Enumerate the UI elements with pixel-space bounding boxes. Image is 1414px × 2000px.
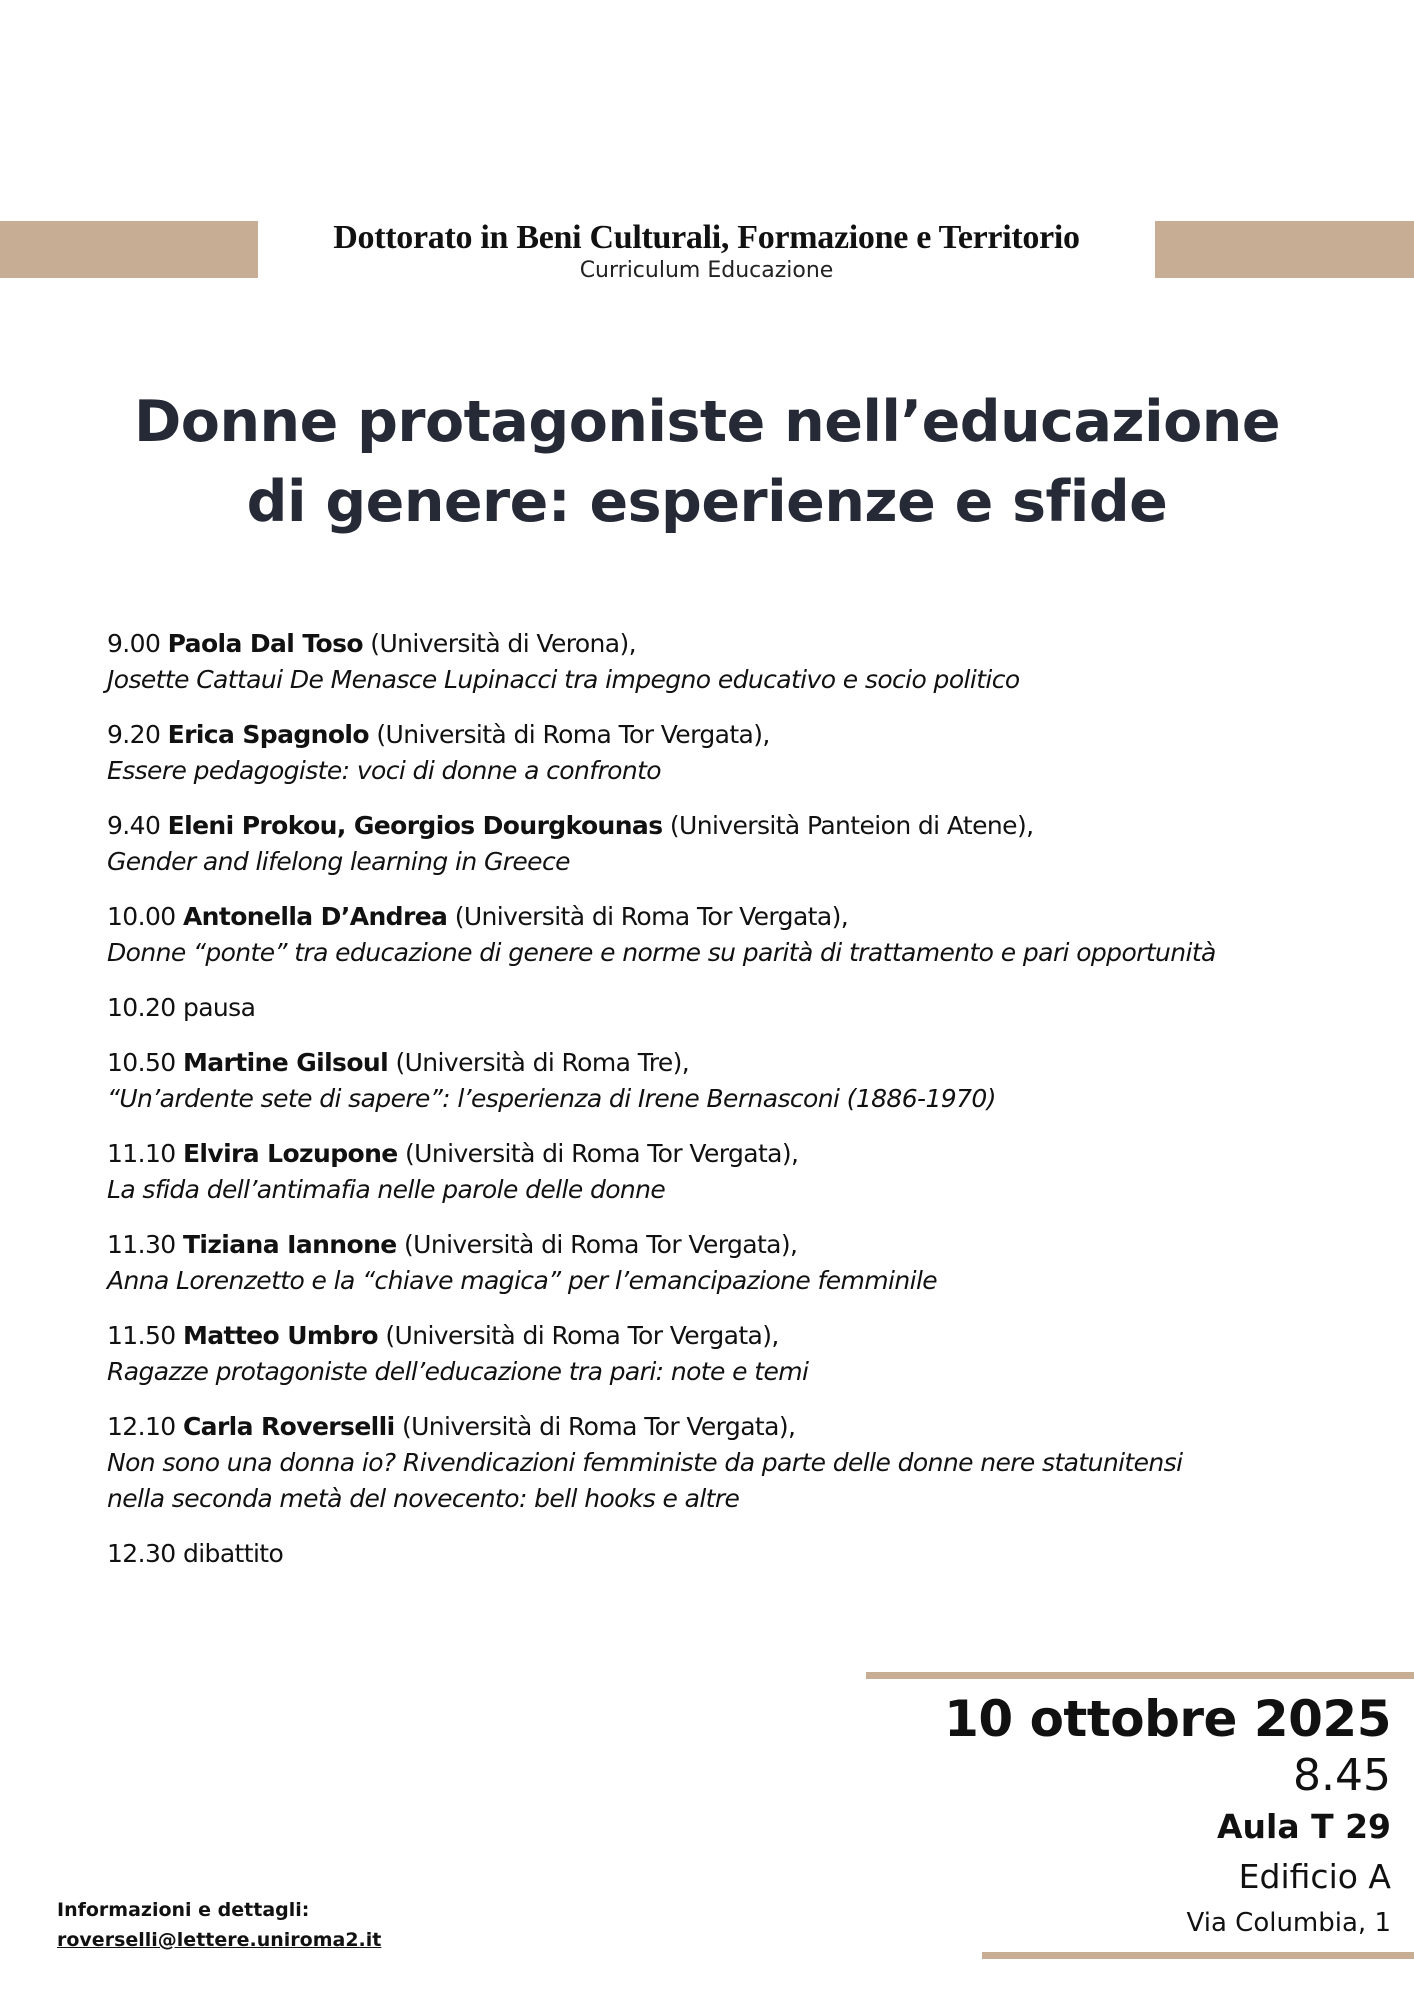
entry-time: 11.10 [107, 1139, 176, 1168]
entry-talk-title: Donne “ponte” tra educazione di genere e norme su parità di trattamento e pari opportunità [107, 938, 1216, 967]
entry-talk-title: Josette Cattaui De Menasce Lupinacci tra impegno educativo e socio politico [107, 665, 1020, 694]
decorative-bar-date-top [866, 1672, 1414, 1679]
event-address: Via Columbia, 1 [1186, 1908, 1391, 1938]
entry-speaker: Paola Dal Toso [167, 629, 363, 658]
event-date: 10 ottobre 2025 [944, 1690, 1391, 1748]
entry-heading [107, 1227, 1347, 1263]
event-room: Aula T 29 [1216, 1807, 1391, 1846]
entry-talk-title: La sfida dell’antimafia nelle parole delle donne [107, 1175, 666, 1204]
entry-talk-title: Anna Lorenzetto e la “chiave magica” per l’emancipazione femminile [107, 1266, 938, 1295]
entry-time: 10.00 [107, 902, 176, 931]
program-entry [107, 899, 1347, 971]
entry-time: 11.50 [107, 1321, 176, 1350]
decorative-bar-right [1155, 221, 1414, 278]
entry-heading [107, 1045, 1347, 1081]
entry-time: 10.20 [107, 993, 176, 1022]
entry-talk-title: Gender and lifelong learning in Greece [107, 847, 570, 876]
program-entry [107, 808, 1347, 880]
entry-heading [107, 990, 1347, 1026]
entry-speaker: Antonella D’Andrea [182, 902, 448, 931]
program-entry [107, 1227, 1347, 1299]
program-entry [107, 1536, 1347, 1572]
entry-speaker: Matteo Umbro [182, 1321, 378, 1350]
entry-speaker: Elvira Lozupone [182, 1139, 398, 1168]
entry-note: dibattito [182, 1539, 284, 1568]
entry-speaker: Eleni Prokou, Georgios Dourgkounas [167, 811, 663, 840]
page-title [0, 382, 1414, 542]
entry-heading [107, 1409, 1347, 1445]
entry-speaker: Martine Gilsoul [182, 1048, 389, 1077]
entry-affiliation: (Università di Roma Tor Vergata), [376, 720, 770, 749]
entry-time: 12.30 [107, 1539, 176, 1568]
entry-affiliation: (Università di Roma Tor Vergata), [401, 1412, 796, 1441]
entry-talk-title: Ragazze protagoniste dell’educazione tra pari: note e temi [107, 1357, 809, 1386]
program-entry [107, 717, 1347, 789]
program-entry [107, 1409, 1347, 1517]
entry-heading [107, 808, 1347, 844]
program-entry [107, 990, 1347, 1026]
program-entry [107, 1136, 1347, 1208]
entry-talk-title: Essere pedagogiste: voci di donne a confronto [107, 756, 661, 785]
entry-speaker: Tiziana Iannone [182, 1230, 397, 1259]
entry-talk-title: “Un’ardente sete di sapere”: l’esperienza di Irene Bernasconi (1886-1970) [107, 1084, 996, 1113]
entry-affiliation: (Università di Verona), [370, 629, 637, 658]
entry-affiliation: (Università di Roma Tre), [395, 1048, 690, 1077]
decorative-bar-left [0, 221, 258, 278]
entry-speaker: Erica Spagnolo [167, 720, 369, 749]
entry-time: 11.30 [107, 1230, 176, 1259]
program-list [107, 626, 1347, 1591]
entry-heading [107, 1136, 1347, 1172]
header [258, 218, 1155, 284]
entry-affiliation: (Università di Roma Tor Vergata), [454, 902, 849, 931]
entry-affiliation: (Università di Roma Tor Vergata), [405, 1139, 799, 1168]
entry-time: 9.40 [107, 811, 161, 840]
entry-heading [107, 1318, 1347, 1354]
entry-heading [107, 717, 1347, 753]
entry-affiliation: (Università Panteion di Atene), [669, 811, 1034, 840]
entry-talk-title: Non sono una donna io? Rivendicazioni femministe da parte delle donne nere statunitensi [107, 1448, 1183, 1477]
curriculum-name: Curriculum Educazione [579, 258, 834, 283]
contact-label: Informazioni e dettagli: [57, 1899, 310, 1921]
program-entry [107, 1318, 1347, 1390]
program-entry [107, 1045, 1347, 1117]
entry-time: 12.10 [107, 1412, 176, 1441]
event-time: 8.45 [1293, 1750, 1391, 1801]
event-building: Edificio A [1238, 1857, 1391, 1896]
contact-info [57, 1895, 381, 1955]
event-info [944, 1688, 1391, 1944]
entry-talk-title: nella seconda metà del novecento: bell hooks e altre [107, 1484, 740, 1513]
entry-time: 9.20 [107, 720, 161, 749]
decorative-bar-date-bottom [982, 1952, 1414, 1959]
title-line-2: di genere: esperienze e sfide [246, 469, 1168, 535]
doctorate-name: Dottorato in Beni Culturali, Formazione e Territorio [333, 219, 1080, 256]
entry-time: 10.50 [107, 1048, 176, 1077]
entry-note: pausa [182, 993, 256, 1022]
title-line-1: Donne protagoniste nell’educazione [133, 389, 1281, 455]
program-entry [107, 626, 1347, 698]
entry-heading [107, 1536, 1347, 1572]
entry-affiliation: (Università di Roma Tor Vergata), [385, 1321, 779, 1350]
contact-email-link[interactable]: roverselli@lettere.uniroma2.it [57, 1929, 382, 1951]
entry-heading [107, 899, 1347, 935]
entry-affiliation: (Università di Roma Tor Vergata), [403, 1230, 798, 1259]
entry-speaker: Carla Roverselli [182, 1412, 395, 1441]
entry-time: 9.00 [107, 629, 161, 658]
entry-heading [107, 626, 1347, 662]
